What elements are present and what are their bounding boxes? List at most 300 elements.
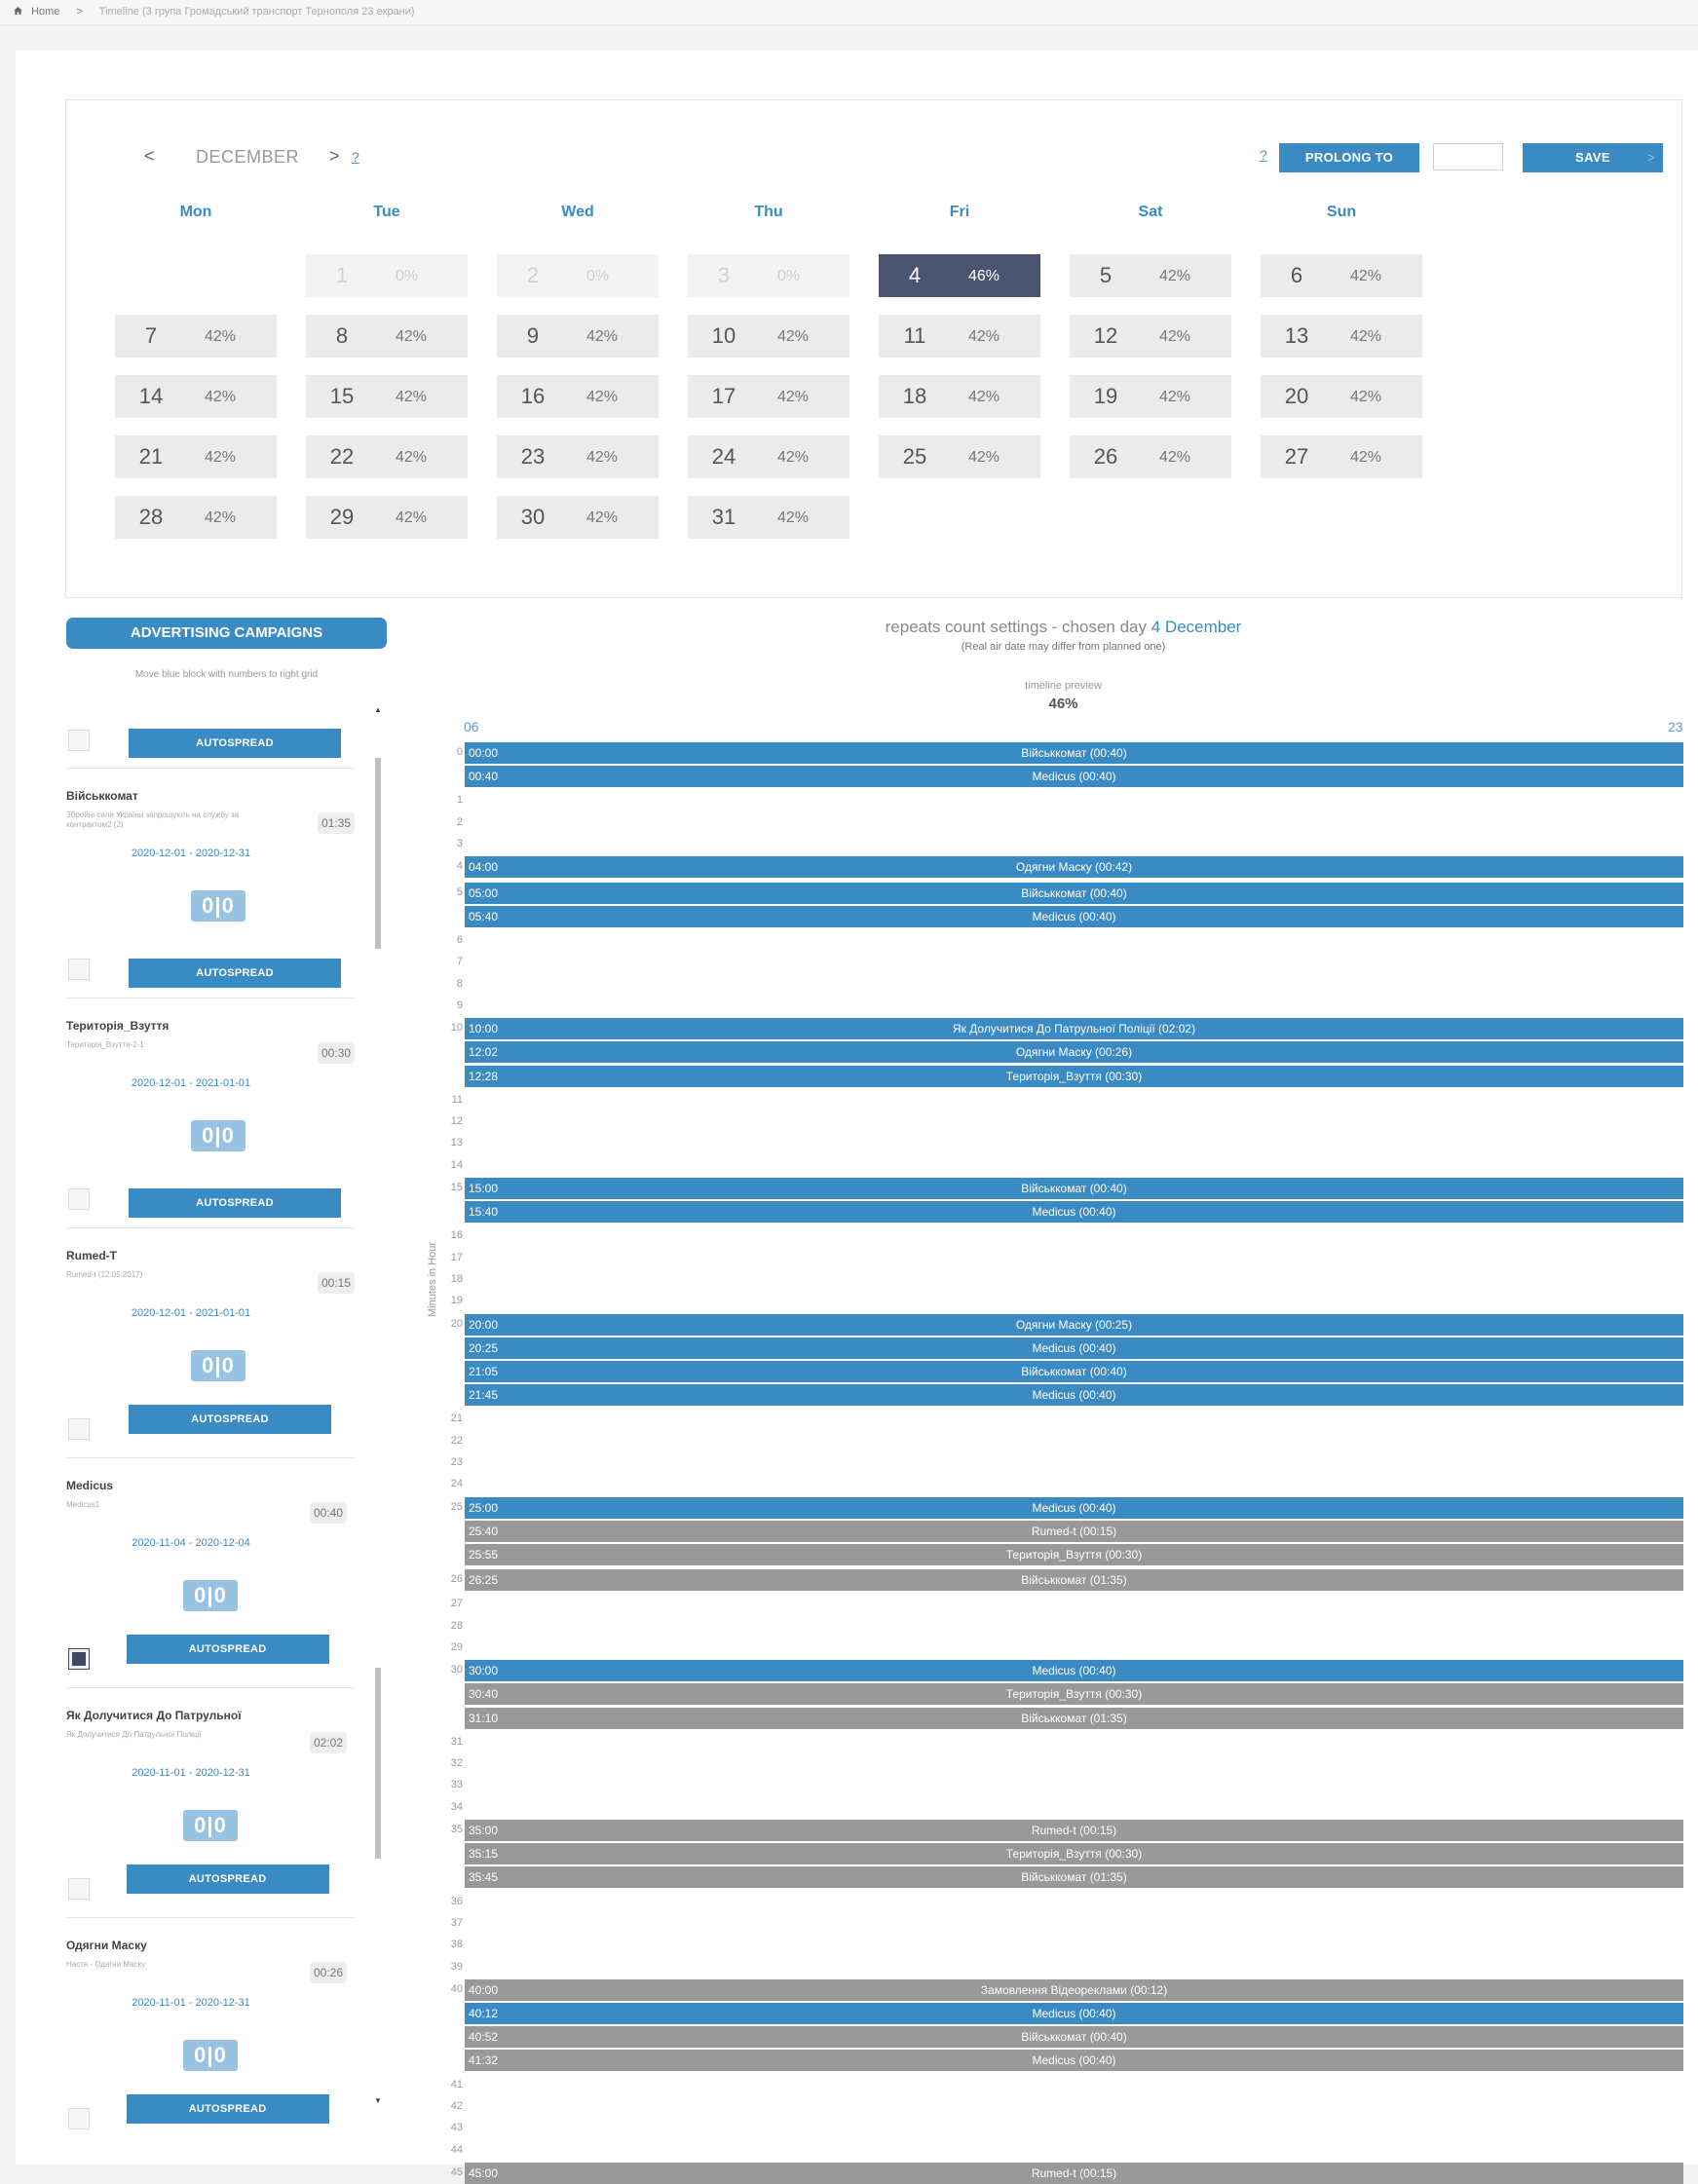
- day-number: 4: [908, 263, 922, 287]
- timeline-slot[interactable]: [465, 1066, 1683, 1087]
- minute-label: 44: [450, 2143, 463, 2156]
- slot-time: 05:40: [469, 909, 499, 923]
- prolong-to-button[interactable]: PROLONG TO: [1279, 143, 1419, 172]
- minute-label: 32: [450, 1757, 463, 1770]
- campaign-divider: [66, 1457, 355, 1458]
- minute-label: 20: [450, 1317, 463, 1330]
- timeline-slot[interactable]: [465, 1497, 1683, 1519]
- timeline-slot[interactable]: [465, 1544, 1683, 1565]
- campaign-duration: 00:30: [318, 1042, 355, 1064]
- calendar-day[interactable]: [115, 375, 277, 418]
- minute-label: 18: [450, 1272, 463, 1285]
- slot-time: 25:00: [469, 1500, 499, 1515]
- slot-time: 21:05: [469, 1364, 499, 1378]
- minute-label: 10: [450, 1022, 463, 1035]
- minute-label: 40: [450, 1982, 463, 1995]
- calendar-day[interactable]: [497, 435, 659, 478]
- day-number: 21: [138, 444, 164, 469]
- timeline-slot[interactable]: [465, 1337, 1683, 1359]
- campaign-dates: 2020-12-01 - 2020-12-31: [131, 847, 251, 859]
- slot-name: Medicus (00:40): [1032, 1500, 1116, 1515]
- calendar-day[interactable]: [1070, 435, 1231, 478]
- minute-label: 19: [450, 1295, 463, 1307]
- day-fill-percent: 42%: [1350, 268, 1382, 284]
- day-number: 23: [520, 444, 546, 469]
- calendar-day[interactable]: [688, 254, 849, 297]
- calendar-day[interactable]: [1070, 254, 1231, 297]
- slot-time: 26:25: [469, 1573, 499, 1588]
- slot-time: 05:00: [469, 885, 499, 900]
- timeline-slot[interactable]: [465, 1683, 1683, 1705]
- save-button[interactable]: [1523, 143, 1663, 172]
- minute-label: 42: [450, 2099, 463, 2112]
- minute-label: 29: [450, 1640, 463, 1653]
- timeline-title-prefix: repeats count settings - chosen day: [885, 618, 1148, 636]
- campaign-title: Як Долучитися До Патрульної: [66, 1709, 242, 1722]
- calendar-day[interactable]: [306, 435, 468, 478]
- slot-name: Військкомат (01:35): [1021, 1573, 1127, 1588]
- timeline-slot[interactable]: [465, 1569, 1683, 1591]
- timeline-slot[interactable]: [465, 2050, 1683, 2071]
- campaign-counter-drag[interactable]: 0|0: [183, 1810, 238, 1841]
- calendar-day[interactable]: [497, 496, 659, 539]
- slot-name: Medicus (00:40): [1032, 2007, 1116, 2020]
- campaign-checkbox[interactable]: [68, 2108, 90, 2129]
- autospread-button[interactable]: AUTOSPREAD: [127, 1635, 329, 1664]
- slot-name: Військкомат (00:40): [1021, 1181, 1127, 1195]
- day-number: 6: [1290, 263, 1303, 287]
- day-number: 8: [335, 323, 349, 348]
- minute-label: 12: [450, 1115, 463, 1127]
- slot-time: 12:28: [469, 1069, 499, 1083]
- campaign-checkbox[interactable]: [68, 1418, 90, 1440]
- advertising-campaigns-button[interactable]: ADVERTISING CAMPAIGNS: [66, 618, 387, 649]
- timeline-slot[interactable]: [465, 1979, 1683, 2001]
- campaign-divider: [66, 1687, 355, 1688]
- slot-time: 40:52: [469, 2030, 499, 2045]
- day-fill-percent: 42%: [777, 509, 810, 526]
- calendar-day[interactable]: [115, 435, 277, 478]
- day-fill-percent: 42%: [1350, 389, 1382, 405]
- slot-name: Rumed-t (00:15): [1031, 2165, 1117, 2180]
- slot-time: 15:00: [469, 1181, 499, 1195]
- day-fill-percent: 42%: [968, 449, 1000, 466]
- day-fill-percent: 42%: [396, 509, 428, 526]
- minute-label: 39: [450, 1960, 463, 1973]
- day-number: 28: [138, 505, 164, 529]
- timeline-slot[interactable]: [465, 883, 1683, 904]
- campaign-checkbox[interactable]: [68, 1878, 90, 1900]
- timeline-slot[interactable]: [465, 856, 1683, 878]
- minute-label: 6: [456, 933, 463, 946]
- calendar-day[interactable]: [306, 315, 468, 358]
- campaign-divider: [66, 1917, 355, 1918]
- campaign-duration: 02:02: [310, 1732, 347, 1753]
- slot-time: 20:00: [469, 1317, 499, 1332]
- slot-name: Medicus (00:40): [1032, 770, 1116, 784]
- minute-label: 43: [450, 2122, 463, 2134]
- day-number: 16: [520, 384, 546, 408]
- minute-label: 2: [456, 815, 463, 828]
- day-number: 9: [526, 323, 540, 348]
- prev-month-button[interactable]: <: [144, 146, 155, 166]
- slot-time: 31:10: [469, 1711, 499, 1725]
- slot-time: 35:00: [469, 1824, 499, 1837]
- timeline-slot[interactable]: [465, 1178, 1683, 1199]
- campaign-description: Настя - Одягни Маску: [66, 1960, 146, 1969]
- campaign-counter-drag[interactable]: 0|0: [191, 1350, 245, 1381]
- day-fill-percent: 42%: [777, 449, 810, 466]
- minute-label: 13: [450, 1137, 463, 1149]
- minute-label: 8: [456, 977, 463, 990]
- campaign-dates: 2020-12-01 - 2021-01-01: [131, 1307, 251, 1319]
- campaign-checkbox[interactable]: [68, 1188, 90, 1210]
- scroll-thumb[interactable]: [375, 758, 381, 949]
- day-number: 30: [520, 505, 546, 529]
- calendar-day[interactable]: [306, 254, 468, 297]
- next-month-button[interactable]: >: [329, 146, 340, 166]
- minute-label: 17: [450, 1251, 463, 1263]
- minute-label: 24: [450, 1478, 463, 1490]
- slot-name: Замовлення Відеореклами (00:12): [980, 1982, 1168, 1997]
- autospread-button[interactable]: AUTOSPREAD: [129, 1188, 341, 1218]
- slot-name: Територія_Взуття (00:30): [1005, 1847, 1143, 1862]
- calendar-day[interactable]: [879, 435, 1040, 478]
- slot-name: Medicus (00:40): [1032, 1340, 1116, 1355]
- calendar-day[interactable]: [115, 315, 277, 358]
- day-fill-percent: 42%: [396, 449, 428, 466]
- breadcrumb-current: Timeline (3 група Громадський транспорт Тернополя 23 екрани): [98, 6, 415, 18]
- minute-label: 35: [450, 1824, 463, 1835]
- slot-time: 35:15: [469, 1847, 499, 1862]
- calendar-day[interactable]: [1261, 254, 1422, 297]
- calendar-day[interactable]: [1261, 435, 1422, 478]
- day-fill-percent: 42%: [1350, 328, 1382, 345]
- slot-time: 40:00: [469, 1982, 499, 1997]
- campaign-description: Rumed-t (12.05.2017): [66, 1270, 143, 1279]
- minute-label: 31: [450, 1735, 463, 1748]
- timeline-slot[interactable]: [465, 1660, 1683, 1681]
- campaign-description: Територія_Взуття-2-1: [66, 1040, 144, 1049]
- timeline-grid[interactable]: [429, 742, 1698, 2180]
- campaign-title: Одягни Маску: [66, 1939, 147, 1952]
- calendar-day[interactable]: [497, 254, 659, 297]
- day-number: 29: [329, 505, 355, 529]
- weekday-4: Fri: [949, 204, 970, 220]
- day-number: 22: [329, 444, 355, 469]
- day-fill-percent: 42%: [205, 449, 237, 466]
- day-fill-percent: 0%: [777, 268, 801, 284]
- minute-label: 41: [450, 2078, 463, 2090]
- day-number: 18: [902, 384, 927, 408]
- weekday-1: Tue: [373, 204, 400, 220]
- calendar-day[interactable]: [688, 435, 849, 478]
- day-fill-percent: 42%: [1159, 328, 1191, 345]
- slot-name: Військкомат (01:35): [1021, 1870, 1127, 1885]
- day-fill-percent: 42%: [586, 389, 619, 405]
- day-fill-percent: 42%: [396, 389, 428, 405]
- minute-label: 4: [456, 860, 463, 873]
- scroll-down-icon[interactable]: ▼: [374, 2096, 382, 2105]
- calendar-day[interactable]: [1261, 375, 1422, 418]
- campaign-duration: 00:15: [318, 1272, 355, 1294]
- timeline-slot[interactable]: [465, 906, 1683, 927]
- hour-start-link[interactable]: 06: [464, 719, 479, 734]
- timeline-slot[interactable]: [465, 1018, 1683, 1039]
- timeline-slot[interactable]: [465, 1384, 1683, 1406]
- minute-label: 33: [450, 1779, 463, 1791]
- minute-label: 27: [450, 1598, 463, 1610]
- slot-name: Військкомат (00:40): [1021, 1364, 1127, 1378]
- slot-name: Військкомат (01:35): [1021, 1711, 1127, 1725]
- campaign-duration: 01:35: [318, 812, 355, 834]
- weekday-0: Mon: [179, 204, 212, 220]
- calendar-panel: [65, 99, 1682, 598]
- day-number: 24: [711, 444, 736, 469]
- slot-time: 40:12: [469, 2007, 499, 2020]
- hour-end-link[interactable]: 23: [1668, 719, 1683, 734]
- save-label: SAVE: [1575, 150, 1610, 165]
- campaign-counter-drag[interactable]: 0|0: [191, 890, 245, 922]
- scroll-up-icon[interactable]: ▲: [374, 705, 382, 714]
- calendar-day[interactable]: [1261, 315, 1422, 358]
- timeline-slot[interactable]: [465, 742, 1683, 764]
- day-number: 19: [1093, 384, 1118, 408]
- minute-label: 3: [456, 838, 463, 849]
- minute-label: 23: [450, 1455, 463, 1468]
- calendar-day[interactable]: [879, 315, 1040, 358]
- calendar-day[interactable]: [688, 496, 849, 539]
- slot-time: 15:40: [469, 1205, 499, 1220]
- save-arrow-icon: >: [1647, 150, 1655, 165]
- timeline-header: [429, 618, 1698, 653]
- day-fill-percent: 42%: [205, 509, 237, 526]
- weekday-5: Sat: [1138, 204, 1163, 220]
- day-fill-percent: 42%: [777, 328, 810, 345]
- day-number: 26: [1093, 444, 1118, 469]
- minute-label: 22: [450, 1434, 463, 1447]
- slot-time: 45:00: [469, 2165, 499, 2180]
- timeline-slot[interactable]: [465, 1314, 1683, 1336]
- day-number: 27: [1284, 444, 1309, 469]
- slot-name: Rumed-t (00:15): [1031, 1524, 1117, 1538]
- slot-name: Rumed-t (00:15): [1031, 1824, 1117, 1837]
- slot-time: 25:40: [469, 1524, 499, 1538]
- campaign-checkbox[interactable]: [68, 1648, 90, 1670]
- slot-name: Medicus (00:40): [1032, 1664, 1116, 1678]
- day-fill-percent: 42%: [1159, 268, 1191, 284]
- campaign-checkbox[interactable]: [68, 730, 90, 751]
- day-fill-percent: 0%: [396, 268, 419, 284]
- breadcrumb-home-link[interactable]: Home: [31, 6, 60, 18]
- campaign-title: Військкомат: [66, 789, 138, 803]
- slot-time: 41:32: [469, 2053, 499, 2068]
- day-number: 1: [335, 263, 349, 287]
- day-number: 31: [711, 505, 736, 529]
- campaign-dates: 2020-12-01 - 2021-01-01: [131, 1077, 251, 1089]
- minute-label: 7: [456, 956, 463, 968]
- weekday-6: Sun: [1326, 204, 1357, 220]
- day-number: 2: [526, 263, 540, 287]
- timeline-slot[interactable]: [465, 1708, 1683, 1729]
- minute-label: 0: [456, 746, 463, 758]
- day-number: 3: [717, 263, 731, 287]
- day-fill-percent: 42%: [205, 328, 237, 345]
- campaign-counter-drag[interactable]: 0|0: [183, 1580, 238, 1611]
- minute-label: 28: [450, 1619, 463, 1632]
- timeline-slot[interactable]: [465, 1201, 1683, 1223]
- slot-name: Територія_Взуття (00:30): [1005, 1069, 1143, 1083]
- timeline-slot[interactable]: [465, 766, 1683, 787]
- scroll-thumb-secondary[interactable]: [375, 1668, 381, 1859]
- weekday-3: Thu: [754, 204, 783, 220]
- home-icon[interactable]: [14, 7, 22, 15]
- minute-label: 5: [456, 885, 463, 898]
- minute-label: 45: [450, 2165, 463, 2178]
- slot-time: 30:00: [469, 1664, 499, 1678]
- chosen-day: 4 December: [1151, 618, 1242, 636]
- day-fill-percent: 42%: [586, 328, 619, 345]
- calendar-day[interactable]: [115, 496, 277, 539]
- calendar-day[interactable]: [1070, 315, 1231, 358]
- prolong-help-link[interactable]: ?: [1260, 147, 1267, 163]
- minute-label: 30: [450, 1664, 463, 1676]
- campaign-description: Medicus1: [66, 1500, 100, 1509]
- calendar-day[interactable]: [497, 315, 659, 358]
- campaign-title: Medicus: [66, 1479, 114, 1492]
- calendar-day[interactable]: [306, 496, 468, 539]
- calendar-day[interactable]: [688, 315, 849, 358]
- timeline-slot[interactable]: [465, 1820, 1683, 1841]
- timeline-preview-label: timeline preview: [1025, 680, 1102, 692]
- calendar-day[interactable]: [306, 375, 468, 418]
- timeline-subtitle: (Real air date may differ from planned one): [961, 641, 1166, 653]
- autospread-button[interactable]: AUTOSPREAD: [129, 959, 341, 988]
- minute-label: 26: [450, 1573, 463, 1586]
- slot-time: 04:00: [469, 860, 499, 875]
- minute-label: 37: [450, 1916, 463, 1929]
- day-number: 11: [903, 323, 926, 348]
- day-number: 20: [1284, 384, 1309, 408]
- campaign-list-scrollbar[interactable]: [373, 705, 383, 2114]
- slot-name: Medicus (00:40): [1032, 1205, 1116, 1220]
- minute-label: 34: [450, 1800, 463, 1813]
- timeline-slot[interactable]: [465, 2026, 1683, 2048]
- slot-time: 35:45: [469, 1870, 499, 1885]
- campaign-duration: 00:40: [310, 1502, 347, 1524]
- campaign-list[interactable]: [51, 705, 378, 2116]
- day-number: 15: [329, 384, 355, 408]
- timeline-slot[interactable]: [465, 1521, 1683, 1542]
- campaign-counter-drag[interactable]: 0|0: [191, 1120, 245, 1151]
- slot-time: 25:55: [469, 1547, 499, 1562]
- day-fill-percent: 46%: [968, 268, 1000, 284]
- day-number: 5: [1099, 263, 1113, 287]
- autospread-button[interactable]: AUTOSPREAD: [129, 1405, 331, 1434]
- day-fill-percent: 42%: [1350, 449, 1382, 466]
- minute-label: 21: [450, 1412, 463, 1425]
- campaign-checkbox[interactable]: [68, 959, 90, 980]
- slot-time: 21:45: [469, 1388, 499, 1403]
- campaign-counter-drag[interactable]: 0|0: [183, 2040, 238, 2071]
- timeline-preview-percent: 46%: [1048, 696, 1078, 712]
- slot-name: Територія_Взуття (00:30): [1005, 1547, 1143, 1562]
- autospread-button[interactable]: AUTOSPREAD: [129, 729, 341, 758]
- day-fill-percent: 42%: [777, 389, 810, 405]
- campaign-title: Територія_Взуття: [66, 1019, 170, 1033]
- minute-label: 36: [450, 1895, 463, 1907]
- minute-label: 25: [450, 1500, 463, 1513]
- day-number: 7: [144, 323, 158, 348]
- day-fill-percent: 42%: [205, 389, 237, 405]
- day-number: 14: [138, 384, 164, 408]
- campaign-duration: 00:26: [310, 1962, 347, 1983]
- slot-name: Територія_Взуття (00:30): [1005, 1687, 1143, 1702]
- calendar-day[interactable]: [879, 375, 1040, 418]
- calendar-day[interactable]: [879, 254, 1040, 297]
- drag-hint: Move blue block with numbers to right grid: [134, 669, 319, 680]
- day-number: 25: [902, 444, 927, 469]
- day-number: 10: [711, 323, 736, 348]
- minute-label: 9: [456, 998, 463, 1011]
- timeline-slot[interactable]: [465, 1866, 1683, 1888]
- day-fill-percent: 42%: [968, 389, 1000, 405]
- prolong-date-input[interactable]: [1433, 143, 1503, 170]
- timeline-slot[interactable]: [465, 1041, 1683, 1063]
- timeline-slot[interactable]: [465, 1843, 1683, 1864]
- slot-name: Військкомат (00:40): [1021, 885, 1127, 900]
- slot-time: 00:00: [469, 746, 499, 760]
- slot-time: 00:40: [469, 770, 499, 784]
- breadcrumb-separator: >: [76, 6, 83, 18]
- timeline-title: [429, 618, 1698, 637]
- minute-label: 16: [450, 1229, 463, 1242]
- campaign-title: Rumed-T: [66, 1249, 117, 1262]
- slot-name: Medicus (00:40): [1032, 1388, 1116, 1403]
- slot-name: Одягни Маску (00:42): [1015, 860, 1133, 875]
- day-fill-percent: 42%: [968, 328, 1000, 345]
- slot-time: 20:25: [469, 1340, 499, 1355]
- slot-name: Одягни Маску (00:26): [1015, 1045, 1133, 1060]
- campaign-divider: [66, 1227, 355, 1228]
- minute-label: 38: [450, 1939, 463, 1951]
- timeline-slot[interactable]: [465, 1361, 1683, 1382]
- day-fill-percent: 42%: [396, 328, 428, 345]
- slot-time: 12:02: [469, 1045, 499, 1060]
- campaign-dates: 2020-11-01 - 2020-12-31: [132, 1997, 250, 2009]
- slot-name: Одягни Маску (00:25): [1015, 1317, 1133, 1332]
- slot-name: Medicus (00:40): [1032, 2053, 1116, 2068]
- campaign-divider: [66, 768, 355, 769]
- month-label: DECEMBER: [196, 147, 300, 167]
- campaign-dates: 2020-11-01 - 2020-12-31: [132, 1767, 250, 1779]
- day-number: 13: [1284, 323, 1309, 348]
- autospread-button[interactable]: AUTOSPREAD: [127, 2094, 329, 2124]
- campaign-dates: 2020-11-04 - 2020-12-04: [132, 1537, 250, 1549]
- slot-name: Medicus (00:40): [1032, 909, 1116, 923]
- calendar-day[interactable]: [497, 375, 659, 418]
- slot-name: Військкомат (00:40): [1021, 2030, 1127, 2045]
- day-fill-percent: 42%: [586, 509, 619, 526]
- autospread-button[interactable]: AUTOSPREAD: [127, 1864, 329, 1894]
- day-fill-percent: 0%: [586, 268, 610, 284]
- help-link[interactable]: ?: [352, 149, 359, 165]
- calendar-day[interactable]: [1070, 375, 1231, 418]
- timeline-slot[interactable]: [465, 2163, 1683, 2184]
- timeline-slot[interactable]: [465, 2003, 1683, 2024]
- slot-time: 10:00: [469, 1022, 499, 1036]
- calendar-day[interactable]: [688, 375, 849, 418]
